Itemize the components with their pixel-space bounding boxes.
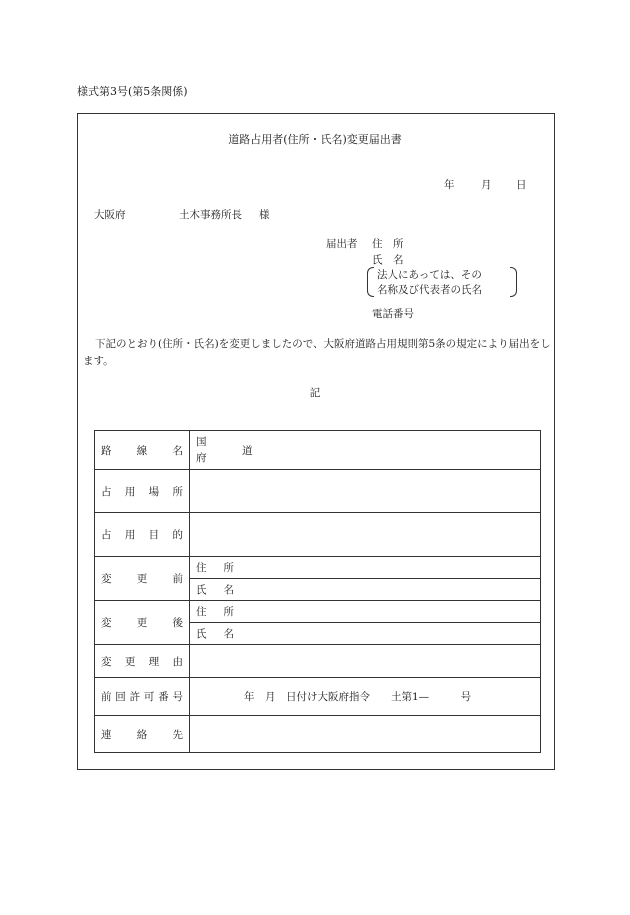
purpose-label: 占用目的 [95, 513, 190, 557]
route-name-cell[interactable] [190, 431, 541, 470]
corporation-note-line2: 名称及び代表者の氏名 [377, 284, 482, 296]
applicant-label: 届出者 [326, 238, 358, 250]
location-cell[interactable] [190, 470, 541, 513]
reason-label: 変更理由 [95, 645, 190, 678]
table-row [95, 601, 541, 623]
route-name-label: 路線名 [95, 431, 190, 470]
route-michi: 道 [242, 445, 253, 457]
form-title: 道路占用者(住所・氏名)変更届出書 [228, 133, 402, 146]
location-label: 占用場所 [95, 470, 190, 513]
after-name-cell[interactable] [190, 623, 541, 645]
addressee-honorific: 様 [259, 209, 270, 221]
table-row [95, 716, 541, 753]
prev-permit-label: 前回許可番号 [95, 678, 190, 716]
before-address-label: 住 所 [196, 562, 234, 574]
after-label: 変更後 [95, 601, 190, 645]
contact-label: 連絡先 [95, 716, 190, 753]
applicant-name-label: 氏 名 [372, 254, 404, 266]
after-name-label: 氏 名 [196, 628, 234, 640]
before-name-cell[interactable] [190, 579, 541, 601]
purpose-cell[interactable] [190, 513, 541, 557]
route-fu: 府 [196, 452, 207, 464]
reason-cell[interactable] [190, 645, 541, 678]
date-month-label: 月 [481, 179, 492, 191]
table-row [95, 431, 541, 470]
table-row [95, 678, 541, 716]
date-day-label: 日 [516, 179, 527, 191]
corporation-note-line1: 法人にあっては、その [377, 269, 482, 281]
after-address-cell[interactable] [190, 601, 541, 623]
table-row [95, 645, 541, 678]
details-table [94, 430, 541, 753]
corporation-note [367, 267, 517, 297]
applicant-address-label: 住 所 [372, 238, 404, 250]
table-row [95, 557, 541, 579]
applicant-phone-label: 電話番号 [372, 308, 414, 320]
addressee-office: 土木事務所長 [179, 209, 242, 221]
date-year-label: 年 [444, 179, 455, 191]
before-name-label: 氏 名 [196, 584, 234, 596]
table-row [95, 513, 541, 557]
contact-cell[interactable] [190, 716, 541, 753]
right-bracket [510, 267, 517, 297]
left-bracket [367, 267, 374, 297]
prev-permit-text: 年 月 日付け大阪府指令 土第1— 号 [244, 691, 472, 703]
table-row [95, 470, 541, 513]
form-number: 様式第3号(第5条関係) [77, 85, 188, 98]
body-text: 下記のとおり(住所・氏名)を変更しましたので、大阪府道路占用規則第5条の規定により届出をします。 [83, 338, 551, 367]
ki-heading: 記 [309, 387, 321, 399]
prev-permit-cell[interactable] [190, 678, 541, 716]
route-kuni: 国 [196, 436, 207, 448]
after-address-label: 住 所 [196, 606, 234, 618]
before-address-cell[interactable] [190, 557, 541, 579]
before-label: 変更前 [95, 557, 190, 601]
addressee-prefecture: 大阪府 [94, 209, 126, 221]
